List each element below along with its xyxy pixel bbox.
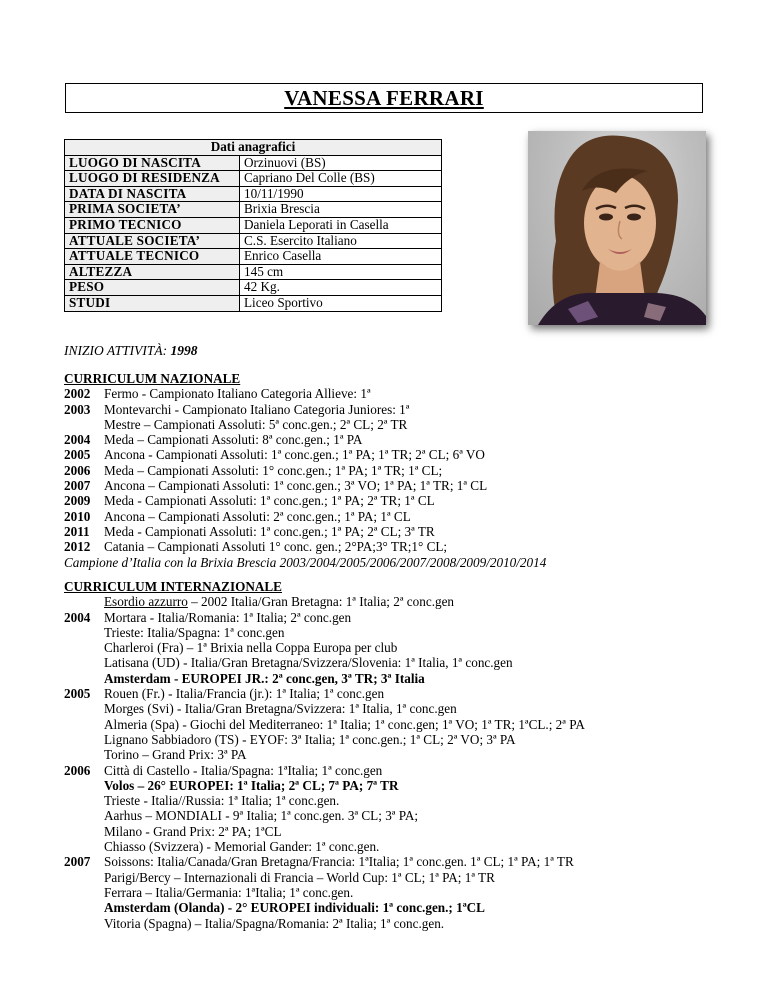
list-item [64, 640, 585, 655]
year [64, 671, 104, 686]
table-row [65, 186, 442, 202]
year [64, 747, 104, 762]
row-value: Daniela Leporati in Casella [240, 217, 442, 233]
year: 2012 [64, 539, 91, 555]
list-item [64, 386, 546, 401]
campione-italia-note: Campione d’Italia con la Brixia Brescia 2003/2004/2005/2006/2007/2008/2009/2010/2014 [64, 554, 547, 570]
table-row [65, 155, 442, 171]
page-title: VANESSA FERRARI [284, 86, 484, 110]
row-value: 145 cm [240, 264, 442, 280]
entry-text: Almeria (Spa) - Giochi del Mediterraneo: 1ª Italia; 1ª conc.gen; 1ª VO; 1ª TR; 1ªCL.; 2ª PA [104, 716, 585, 732]
table-row [65, 264, 442, 280]
list-item [64, 885, 585, 900]
table-row [65, 280, 442, 296]
list-item [64, 839, 585, 854]
year [64, 594, 104, 609]
year: 2005 [64, 686, 91, 702]
list-item [64, 447, 546, 462]
list-item [64, 671, 585, 686]
entry-text: Mortara - Italia/Romania: 1ª Italia; 2ª conc.gen [104, 609, 352, 625]
year [64, 640, 104, 655]
portrait-image [528, 131, 706, 325]
row-value: C.S. Esercito Italiano [240, 233, 442, 249]
entry-text: Fermo - Campionato Italiano Categoria Allieve: 1ª [104, 386, 371, 402]
list-item [64, 854, 585, 869]
row-value: Capriano Del Colle (BS) [240, 171, 442, 187]
row-label: DATA DI NASCITA [65, 186, 240, 202]
entry-text: Charleroi (Fra) – 1ª Brixia nella Coppa Europa per club [104, 640, 398, 656]
row-label: PRIMA SOCIETA’ [65, 202, 240, 218]
table-row [65, 171, 442, 187]
entry-text: Amsterdam (Olanda) - 2° EUROPEI individuali: 1ª conc.gen.; 1ªCL [104, 900, 485, 916]
list-item [64, 417, 546, 432]
row-value: Orzinuovi (BS) [240, 155, 442, 171]
list-item [64, 808, 585, 823]
year: 2007 [64, 854, 91, 870]
year [64, 824, 104, 839]
year [64, 625, 104, 640]
list-item [64, 610, 585, 625]
list-item [64, 402, 546, 417]
list-item [64, 900, 585, 915]
list-item [64, 747, 585, 762]
row-label: ALTEZZA [65, 264, 240, 280]
section-heading: CURRICULUM NAZIONALE [64, 371, 241, 386]
year: 2011 [64, 523, 90, 539]
entry-text: Ancona – Campionati Assoluti: 1ª conc.gen.; 3ª VO; 1ª PA; 1ª TR; 1ª CL [104, 478, 488, 494]
row-label: LUOGO DI NASCITA [65, 155, 240, 171]
entry-text: Rouen (Fr.) - Italia/Francia (jr.): 1ª Italia; 1ª conc.gen [104, 686, 385, 702]
inizio-year: 1998 [170, 343, 198, 358]
entry-text: Soissons: Italia/Canada/Gran Bretagna/Francia: 1ªItalia; 1ª conc.gen. 1ª CL; 1ª PA; 1ª TR [104, 854, 574, 870]
list-item [64, 717, 585, 732]
entry-text: Meda – Campionati Assoluti: 1° conc.gen.; 1ª PA; 1ª TR; 1ª CL; [104, 462, 443, 478]
year: 2004 [64, 609, 91, 625]
entry-text: – 2002 Italia/Gran Bretagna: 1ª Italia; 2ª conc.gen [187, 594, 455, 610]
entry-text: Trieste - Italia//Russia: 1ª Italia; 1ª conc.gen. [104, 793, 340, 809]
year [64, 808, 104, 823]
table-row [65, 295, 442, 311]
year [64, 839, 104, 854]
year: 2010 [64, 508, 91, 524]
year [64, 793, 104, 808]
list-item [64, 524, 546, 539]
inizio-attivita [64, 343, 198, 359]
year [64, 885, 104, 900]
year [64, 717, 104, 732]
list-item [64, 778, 585, 793]
list-item [64, 432, 546, 447]
list-item [64, 594, 585, 609]
list-item [64, 509, 546, 524]
esordio-label: Esordio azzurro [104, 594, 188, 610]
list-item [64, 763, 585, 778]
list-item [64, 793, 585, 808]
list-item [64, 478, 546, 493]
list-item [64, 701, 585, 716]
year [64, 655, 104, 670]
row-label: STUDI [65, 295, 240, 311]
dati-anagrafici-table [64, 139, 442, 312]
list-item [64, 655, 585, 670]
entry-text: Montevarchi - Campionato Italiano Categoria Juniores: 1ª [104, 401, 410, 417]
year [64, 417, 104, 432]
row-value: 10/11/1990 [240, 186, 442, 202]
entry-text: Ferrara – Italia/Germania: 1ªItalia; 1ª conc.gen. [104, 884, 354, 900]
entry-text: Ancona – Campionati Assoluti: 2ª conc.gen.; 1ª PA; 1ª CL [104, 508, 411, 524]
entry-text: Meda – Campionati Assoluti: 8ª conc.gen.; 1ª PA [104, 432, 363, 448]
entry-text: Mestre – Campionati Assoluti: 5ª conc.gen.; 2ª CL; 2ª TR [104, 416, 408, 432]
row-value: Liceo Sportivo [240, 295, 442, 311]
entry-text: Parigi/Bercy – Internazionali di Francia – World Cup: 1ª CL; 1ª PA; 1ª TR [104, 869, 495, 885]
year: 2006 [64, 762, 91, 778]
table-header: Dati anagrafici [65, 140, 442, 156]
row-label: ATTUALE SOCIETA’ [65, 233, 240, 249]
list-item [64, 463, 546, 478]
table-row [65, 202, 442, 218]
year [64, 900, 104, 915]
entry-text: Città di Castello - Italia/Spagna: 1ªItalia; 1ª conc.gen [104, 762, 383, 778]
curriculum-internazionale [64, 579, 585, 931]
row-value: Brixia Brescia [240, 202, 442, 218]
entry-text: Torino – Grand Prix: 3ª PA [104, 747, 247, 763]
year [64, 870, 104, 885]
year: 2007 [64, 478, 91, 494]
list-item [64, 824, 585, 839]
entry-text: Latisana (UD) - Italia/Gran Bretagna/Svizzera/Slovenia: 1ª Italia, 1ª conc.gen [104, 655, 513, 671]
year [64, 732, 104, 747]
row-label: ATTUALE TECNICO [65, 249, 240, 265]
list-item [64, 916, 585, 931]
row-label: PESO [65, 280, 240, 296]
row-value: Enrico Casella [240, 249, 442, 265]
year [64, 701, 104, 716]
year [64, 778, 104, 793]
entry-text: Ancona - Campionati Assoluti: 1ª conc.gen.; 1ª PA; 1ª TR; 2ª CL; 6ª VO [104, 447, 485, 463]
athlete-photo [528, 131, 706, 325]
table-row [65, 249, 442, 265]
curriculum-nazionale [64, 371, 546, 570]
year [64, 916, 104, 931]
list-item [64, 732, 585, 747]
entry-text: Trieste: Italia/Spagna: 1ª conc.gen [104, 624, 285, 640]
section-heading: CURRICULUM INTERNAZIONALE [64, 579, 282, 594]
entry-text: Amsterdam - EUROPEI JR.: 2ª conc.gen, 3ª TR; 3ª Italia [104, 670, 425, 686]
row-label: LUOGO DI RESIDENZA [65, 171, 240, 187]
year: 2006 [64, 462, 91, 478]
row-value: 42 Kg. [240, 280, 442, 296]
year: 2004 [64, 432, 91, 448]
entry-text: Chiasso (Svizzera) - Memorial Gander: 1ª conc.gen. [104, 839, 380, 855]
table-row [65, 233, 442, 249]
year: 2003 [64, 401, 91, 417]
table-row [65, 217, 442, 233]
list-item [64, 686, 585, 701]
title-box [65, 83, 703, 113]
year: 2002 [64, 386, 91, 402]
year: 2005 [64, 447, 91, 463]
entry-text: Aarhus – MONDIALI - 9ª Italia; 1ª conc.gen. 3ª CL; 3ª PA; [104, 808, 419, 824]
list-item [64, 539, 546, 554]
row-label: PRIMO TECNICO [65, 217, 240, 233]
entry-text: Volos – 26° EUROPEI: 1ª Italia; 2ª CL; 7ª PA; 7ª TR [104, 777, 399, 793]
entry-text: Vitoria (Spagna) – Italia/Spagna/Romania: 2ª Italia; 1ª conc.gen. [104, 915, 445, 931]
entry-text: Meda - Campionati Assoluti: 1ª conc.gen.; 1ª PA; 2ª CL; 3ª TR [104, 523, 435, 539]
entry-text: Meda - Campionati Assoluti: 1ª conc.gen.; 1ª PA; 2ª TR; 1ª CL [104, 493, 435, 509]
list-item [64, 625, 585, 640]
list-item [64, 870, 585, 885]
entry-text: Lignano Sabbiadoro (TS) - EYOF: 3ª Italia; 1ª conc.gen.; 1ª CL; 2ª VO; 3ª PA [104, 731, 516, 747]
entry-text: Catania – Campionati Assoluti 1° conc. gen.; 2°PA;3° TR;1° CL; [104, 539, 448, 555]
inizio-label: INIZIO ATTIVITÀ: [64, 343, 168, 358]
entry-text: Milano - Grand Prix: 2ª PA; 1ªCL [104, 823, 282, 839]
list-item [64, 493, 546, 508]
entry-text: Morges (Svi) - Italia/Gran Bretagna/Svizzera: 1ª Italia, 1ª conc.gen [104, 701, 457, 717]
year: 2009 [64, 493, 91, 509]
